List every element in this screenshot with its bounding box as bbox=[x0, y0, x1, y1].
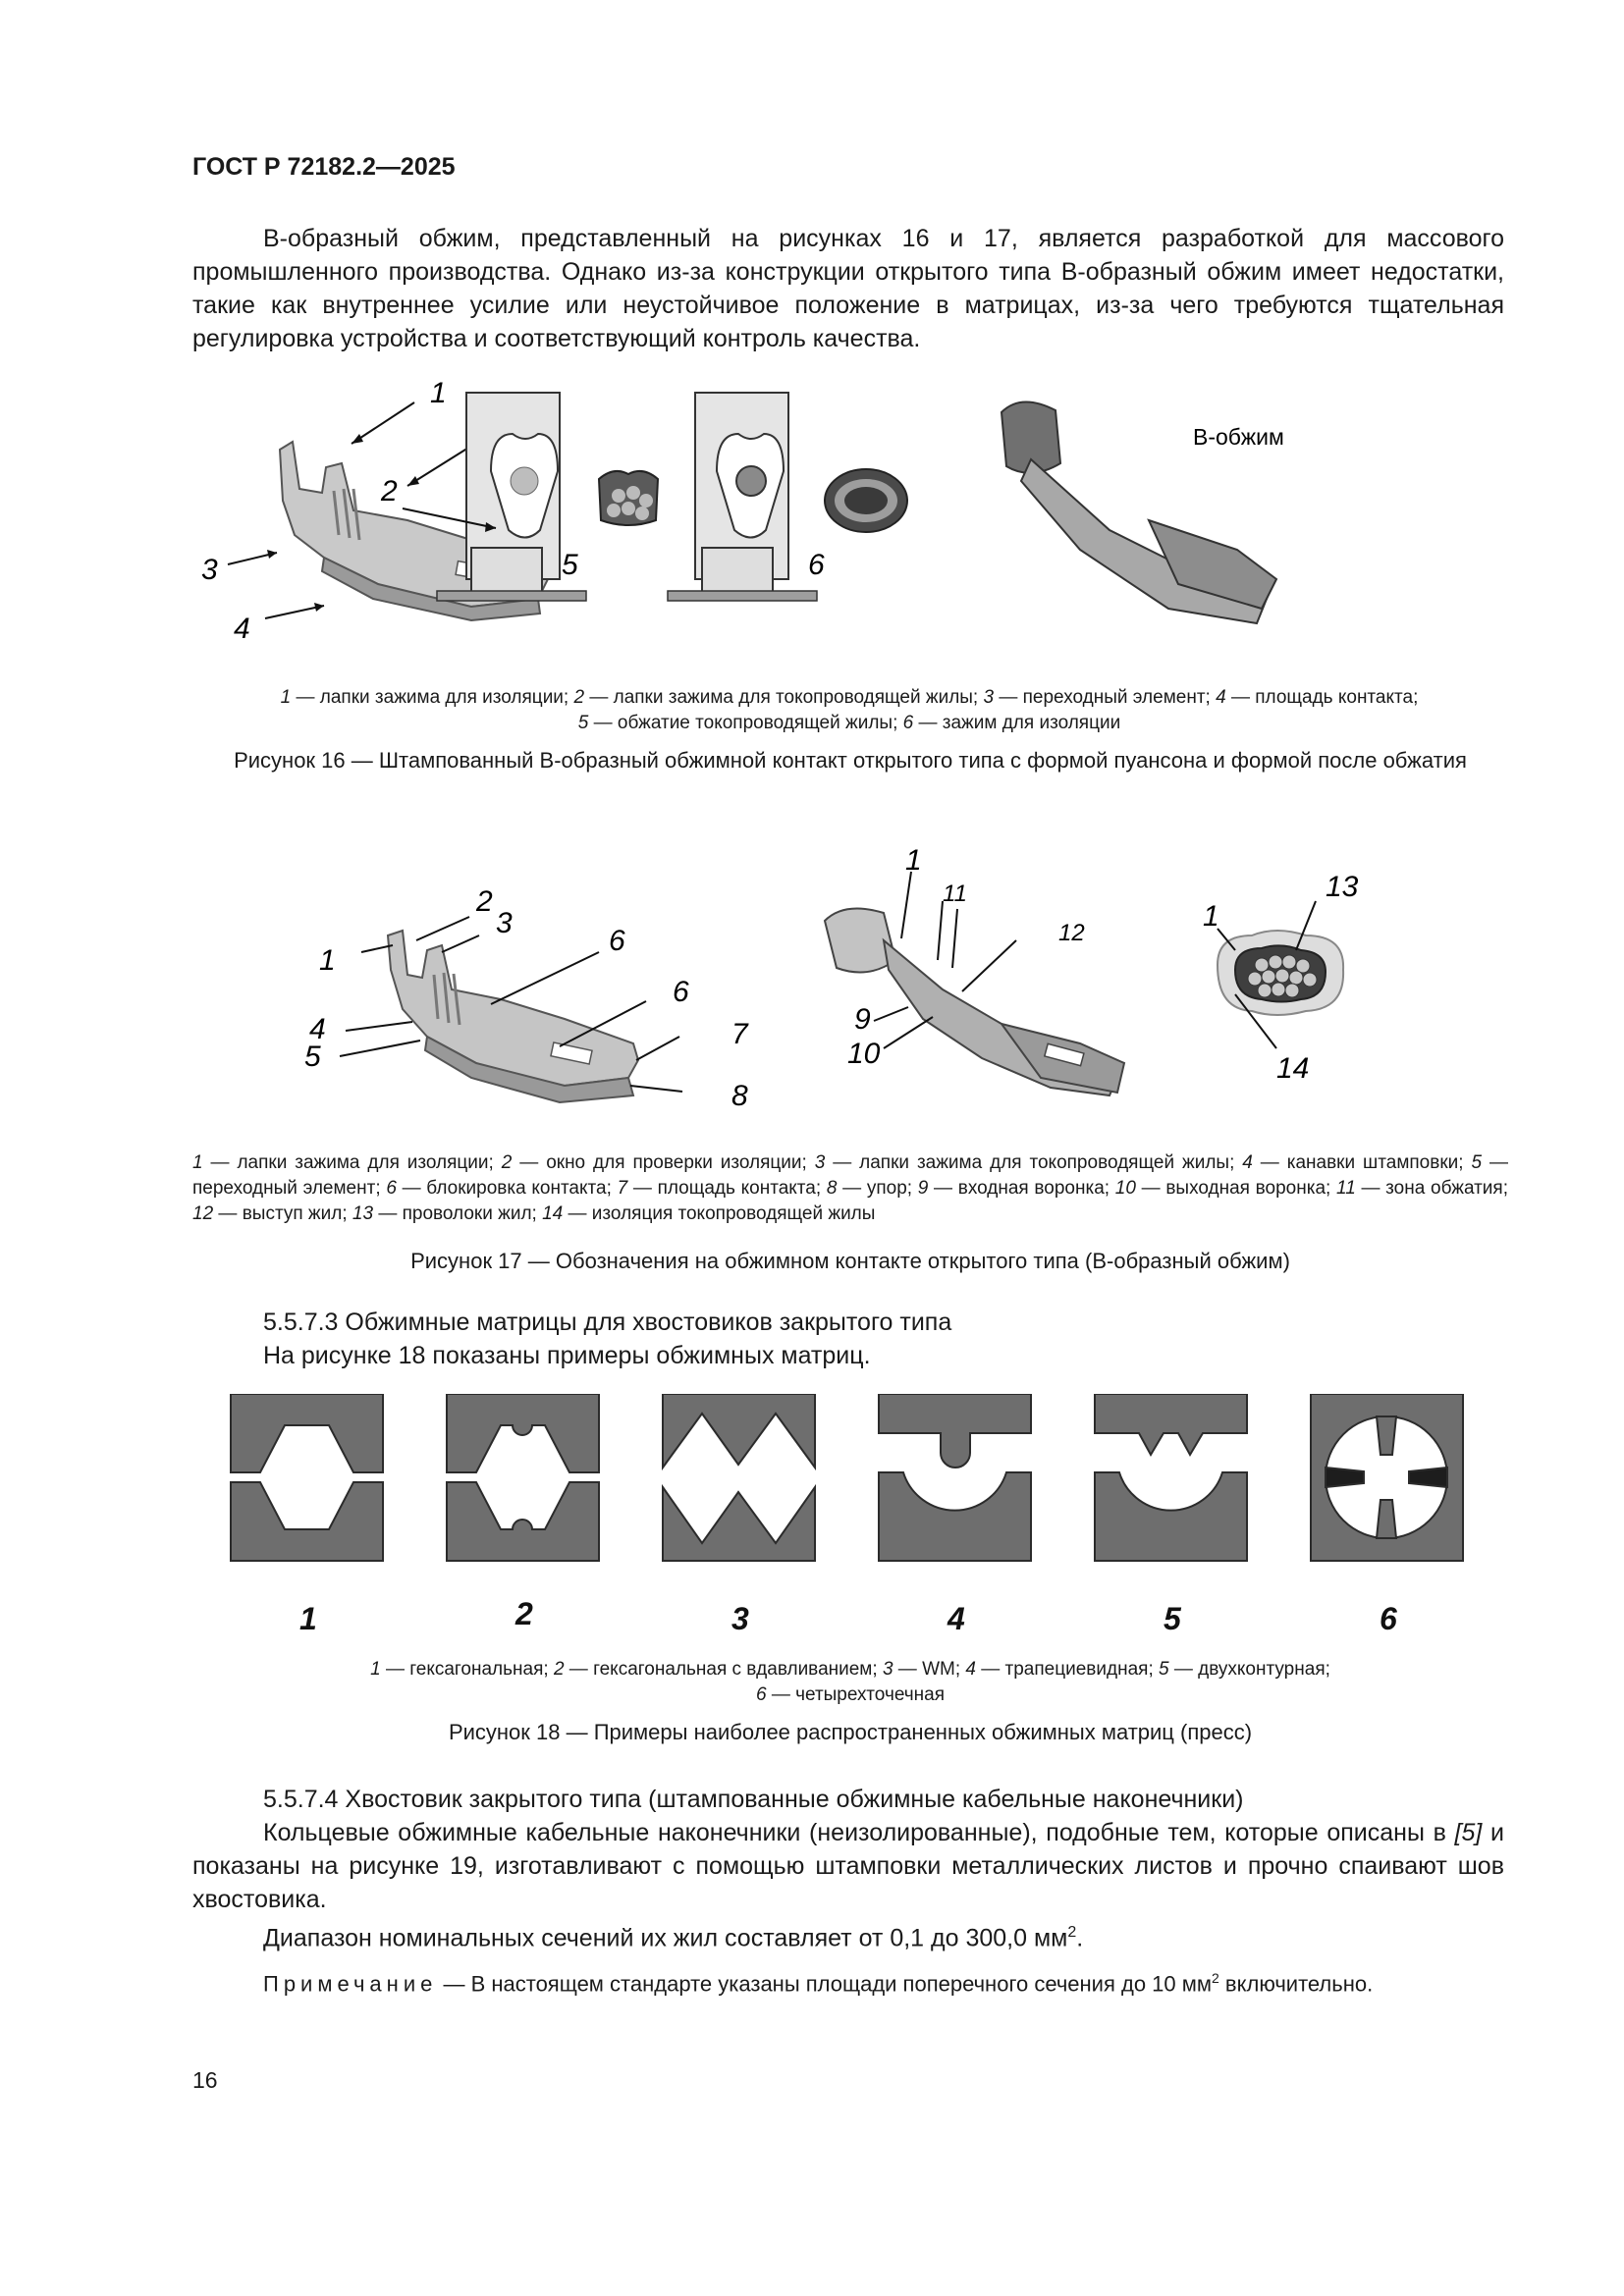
fig17-callout-2: 2 bbox=[476, 885, 493, 918]
section-5573-text: На рисунке 18 показаны примеры обжимных матриц. bbox=[263, 1342, 871, 1369]
fig16-callout-4: 4 bbox=[234, 613, 250, 645]
page-number: 16 bbox=[192, 2067, 218, 2093]
fig17-callout-6b: 6 bbox=[673, 976, 689, 1008]
die-trapezoidal bbox=[879, 1394, 1031, 1561]
punch-form-insulation bbox=[668, 393, 817, 601]
fig16-callout-3: 3 bbox=[201, 554, 218, 586]
section-5573-heading: 5.5.7.3 Обжимные матрицы для хвостовиков закрытого типа bbox=[263, 1308, 952, 1336]
fig16-callout-1: 1 bbox=[430, 377, 447, 409]
intro-paragraph: В-образный обжим, представленный на рисунках 16 и 17, является разработкой для массового промышленного производства. Однако из-за конструкции открытого типа В-образный обжим имеет недостатки, такие как внутреннее усилие или неустойчивое положение в матрицах, из-за чего требуются тщательная регулировка устройства и соответствующий контроль качества. bbox=[192, 225, 1504, 352]
figure-18-illustration bbox=[0, 1394, 1624, 1639]
die-hexagonal-indent bbox=[447, 1394, 599, 1561]
section-5574-paragraph-2: Диапазон номинальных сечений их жил составляет от 0,1 до 300,0 $мм^2$. bbox=[263, 1924, 1084, 1952]
fig17-callout-4: 4 bbox=[309, 1013, 326, 1045]
fig17-callout-1b: 1 bbox=[905, 844, 922, 877]
fig16-legend: 1 — лапки зажима для изоляции; 2 — лапки зажима для токопроводящей жилы; 3 — переходный элемент; 4 — площадь контакта; 5 — обжатие токопроводящей жилы; 6 — зажим для изоляции bbox=[280, 687, 1419, 733]
fig17-callout-6a: 6 bbox=[609, 925, 625, 957]
die-four-point bbox=[1311, 1394, 1463, 1561]
reference-link-5[interactable]: [5] bbox=[1454, 1819, 1483, 1846]
fig16-caption: Рисунок 16 — Штампованный В-образный обжимной контакт открытого типа с формой пуансона и формой после обжатия bbox=[234, 748, 1467, 773]
crimped-conductor-section bbox=[599, 471, 658, 525]
die-number-4: 4 bbox=[947, 1601, 965, 1636]
fig17-legend: 1 — лапки зажима для изоляции; 2 — окно для проверки изоляции; 3 — лапки зажима для токопроводящей жилы; 4 — канавки штамповки; 5 — переходный элемент; 6 — блокировка контакта; 7 — площадь контакта; 8 — упор; 9 — входная воронка; 10 — выходная воронка; 11 — зона обжатия; 12 — выступ жил; 13 — проволоки жил; 14 — изоляция токопроводящей жилы bbox=[192, 1152, 1508, 1224]
fig18-caption: Рисунок 18 — Примеры наиболее распространенных обжимных матриц (пресс) bbox=[448, 1720, 1253, 1744]
fig17-callout-14: 14 bbox=[1276, 1052, 1310, 1085]
open-barrel-contact-annotated bbox=[388, 931, 638, 1102]
fig17-caption: Рисунок 17 — Обозначения на обжимном контакте открытого типа (В-образный обжим) bbox=[410, 1249, 1290, 1273]
fig17-callout-12: 12 bbox=[1058, 920, 1085, 946]
note-label: Примечание bbox=[263, 1971, 438, 1997]
section-5574-paragraph-1: Кольцевые обжимные кабельные наконечники (неизолированные), подобные тем, которые описаны в [5] и показаны на рисунке 19, изготавливают с помощью штамповки металлических листов и прочно спаивают шов хвостовика. bbox=[192, 1819, 1504, 1913]
fig18-legend: 1 — гексагональная; 2 — гексагональная с вдавливанием; 3 — WM; 4 — трапециевидная; 5 — двухконтурная; 6 — четырехточечная bbox=[370, 1659, 1330, 1705]
die-number-5: 5 bbox=[1164, 1601, 1181, 1636]
fig17-callout-8: 8 bbox=[731, 1080, 748, 1112]
die-wm bbox=[663, 1394, 815, 1561]
fig17-callout-11: 11 bbox=[943, 881, 967, 907]
fig17-callout-7: 7 bbox=[731, 1018, 748, 1050]
fig17-callout-1: 1 bbox=[319, 944, 336, 977]
fig17-callout-10: 10 bbox=[847, 1038, 881, 1070]
fig17-callout-5: 5 bbox=[304, 1041, 321, 1073]
figure-16-illustration bbox=[177, 373, 1453, 667]
fig16-callout-2b: 2 bbox=[381, 475, 398, 507]
fig16-callout-5: 5 bbox=[562, 549, 578, 581]
die-number-1: 1 bbox=[299, 1601, 317, 1636]
fig17-callout-13: 13 bbox=[1326, 871, 1359, 903]
note: Примечание — В настоящем стандарте указаны площади поперечного сечения до 10 $мм^2$ включительно. bbox=[263, 1970, 1374, 1997]
die-number-3: 3 bbox=[731, 1601, 749, 1636]
fig16-b-crimp-label: В-обжим bbox=[1193, 424, 1284, 450]
fig17-callout-9: 9 bbox=[854, 1003, 871, 1036]
figure-17-illustration bbox=[295, 842, 1424, 1127]
die-number-2: 2 bbox=[515, 1596, 533, 1631]
fig16-callout-6: 6 bbox=[808, 549, 825, 581]
die-double-contour bbox=[1095, 1394, 1247, 1561]
insulation-grip-section bbox=[825, 469, 907, 532]
crimp-cross-section-annotated bbox=[1218, 931, 1343, 1015]
fig17-callout-3: 3 bbox=[496, 907, 513, 939]
document-header: ГОСТ Р 72182.2—2025 bbox=[192, 153, 456, 181]
section-5574-heading: 5.5.7.4 Хвостовик закрытого типа (штампованные обжимные кабельные наконечники) bbox=[263, 1786, 1244, 1813]
die-number-6: 6 bbox=[1380, 1601, 1397, 1636]
fig17-callout-1c: 1 bbox=[1203, 900, 1219, 933]
die-hexagonal bbox=[231, 1394, 383, 1561]
